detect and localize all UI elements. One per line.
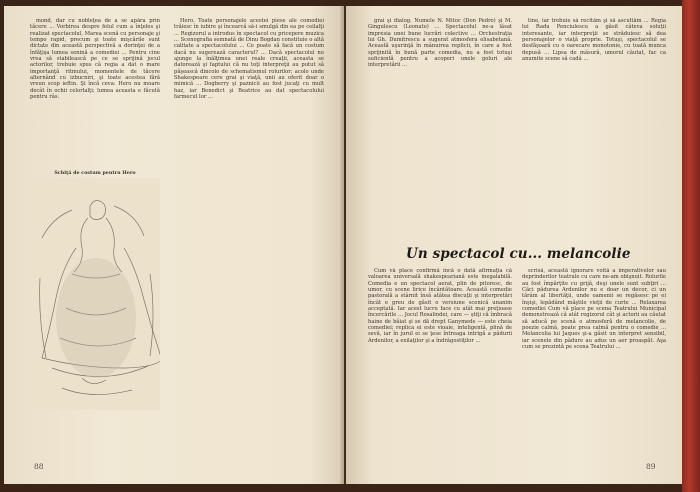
left-col1-text: mond, dar cu nobleţea de a se apăra prin tăcere ... Vorbirea despre felul cum a înţeles şi realizat spectacolul, Marea scenă cu personaje şi tempo rapid, precum şi toate mişcările sunt dictate din această perspectivă a dorinţei de a înfăţişa lumea senină a comediei ... Pentru cine vrea să stabilească pe ce se sprijină jocul actorilor, trebuie spus că regia a dat o mare importanţă ritmului, momentele de tăcere alternând cu izbucniri, şi toate acestea fără vreun scop ieftin. Şi încă ceva: Hero nu moare decât în ochii celorlalţi; lumea aceasta e făcută pentru râs.: [30, 18, 160, 101]
left-page: [4, 6, 344, 484]
left-col2-text: Hero. Toate personajele acestei piese ale comediei trăiesc în iubire şi încearcă să-i smulgă din ea pe ceilalţi ... Regizorul a introdus în spectacol cu pricepere muzica ... Scenografia semnată de Dinu Bogdan constituie o altă calitate a spectacolului ... Ce poate să facă un costum dacă nu sugerează caracterul? ... Dacă spectacolul nu ajunge la înălţimea unei reale creaţii, aceasta se datorează şi faptului că nu toţi interpreţii au putut să păşească dincolo de schematismul rolurilor; acolo unde Shakespeare cere grai şi viaţă, unii au oferit doar o mimică ... Dogberry şi paznicii au fost jucaţi cu mult haz, iar Benedict şi Beatrice au dat spectacolului farmecul lor ...: [174, 18, 324, 101]
book-cover-edge: [682, 0, 700, 492]
left-page-number: 88: [34, 462, 44, 471]
costume-sketch-image: [32, 178, 160, 410]
right-column-1-top: [368, 18, 512, 238]
article-col1-text: Cum vă place confirmă încă o dată afirmaţia că valoarea universală shakespeariană este inegalabilă. Comedia e un spectacol aerat, plin de pitoresc, de umor, cu scene lirice încântătoare. Această comedie pastorală a stârnit însă atâtea discuţii şi interpretări încât e greu de găsit o versiune scenică unanim acceptată. Iar acest lucru face cu atât mai preţioase încercările ... Jocul Rosalindei, care — ştiţi că îmbracă haine de băiat şi se dă drept Ganymede — este cheia comediei; replica ei este vioaie, inteligentă, plină de sevă, iar în jurul ei se ţese întreaga intrigă a pădurii Ardenilor, a exilaţilor şi a îndrăgostiţilor ...: [368, 268, 512, 344]
article-column-1: [368, 268, 512, 458]
costume-sketch-drawing: [32, 178, 160, 410]
article-title: Un spectacol cu... melancolie: [406, 246, 631, 262]
right-page: [346, 6, 682, 484]
right-col2-top-text: tine, iar trebuie să recităm şi să ascultăm ... Regia lui Radu Penciulescu a găsit câteva soluţii interesante, iar interpreţii se străduiesc să dea personajelor o viaţă proprie. Totuşi, spectacolul se desfăşoară cu o oarecare monotonie, cu toată munca depusă ... Lipsa de măsură, umorul căutat, fac ca anumite scene să cadă ...: [522, 18, 666, 63]
article-col2-text: scrisă, această ignorare voită a imperativelor sau deprinderilor teatrale cu care ne-am obişnuit. Rolurile au fost împărţite cu grijă, deşi unele sunt subţiri ... Căci pădurea Ardenilor nu e doar un decor, ci un tărâm al libertăţii, unde oamenii se regăsesc pe ei înşişi, lepădând măştile vieţii de curte ... Relaxarea comediei Cum vă place pe scena Teatrului Municipal demonstrează că atât regizorul cât şi actorii au căutat să aducă pe scenă o atmosferă de melancolie, de poezie calmă, poate prea calmă pentru o comedie ... Melancolia lui Jaques şi-a găsit un interpret sensibil, iar scenele din pădure au adus un aer proaspăt. Aşa cum se prezintă pe scena Teatrului ...: [522, 268, 666, 351]
left-column-2: [174, 18, 324, 458]
article-column-2: [522, 268, 666, 458]
right-column-2-top: [522, 18, 666, 168]
left-column-1-top: [30, 18, 160, 166]
right-page-number: 89: [646, 462, 656, 471]
right-col1-top-text: grai şi dialog. Numele N. Mitoc (Don Pedro) şi M. Gingulescu (Leonato) ... Spectacolul ne-a lăsat impresia unei bune lucrări colective ... Orchestraţia lui Gh. Dumitrescu a sugerat atmosfera elisabetană. Această uşurinţă în mânuirea replicii, în care a fost sprijinită în bună parte comedia, nu a fost totuşi suficientă pentru a acoperi unele goluri ale interpretării ...: [368, 18, 512, 69]
sketch-caption: Schiţă de costum pentru Hero: [54, 170, 136, 176]
